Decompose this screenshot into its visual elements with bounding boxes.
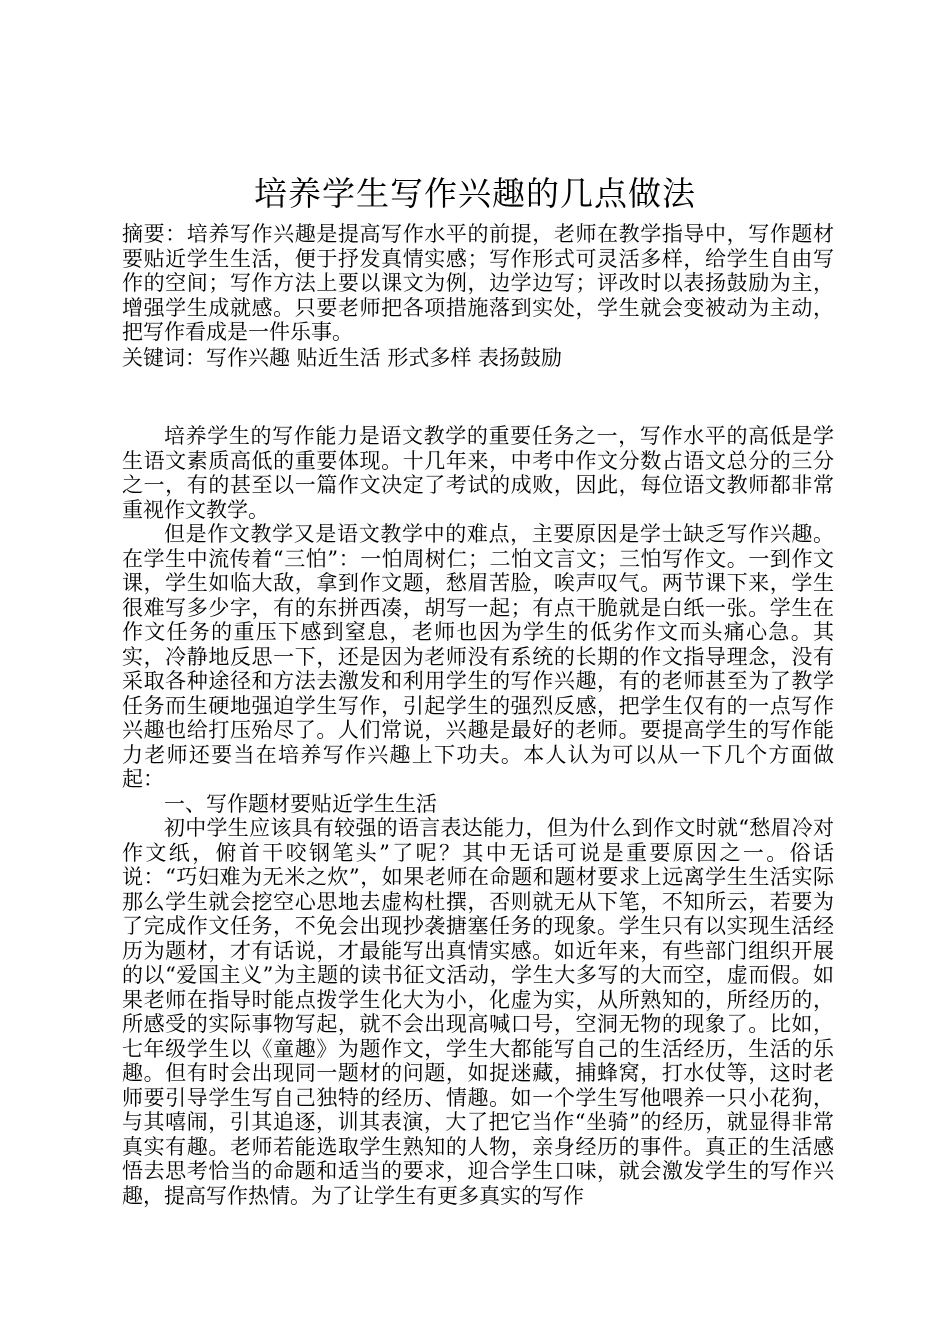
keywords: 关键词：写作兴趣 贴近生活 形式多样 表扬鼓励 [122,346,563,370]
paragraph: 初中学生应该具有较强的语言表达能力，但为什么到作文时就“愁眉冷对作文纸，俯首干咬钢笔头”了呢？其中无话可说是重要原因之一。俗话说：“巧妇难为无米之炊”，如果老师在命题和题材要求上远离学生生活实际那么学生就会挖空心思地去虚构杜撰，否则就无从下笔，不知所云，若要为了完成作文任务，不免会出现抄袭搪塞任务的现象。学生只有以实现生活经历为题材，才有话说，才最能写出真情实感。如近年来，有些部门组织开展的以“爱国主义”为主题的读书征文活动，学生大多写的大而空，虚而假。如果老师在指导时能点拨学生化大为小，化虚为实，从所熟知的，所经历的，所感受的实际事物写起，就不会出现高喊口号，空洞无物的现象了。比如，七年级学生以《童趣》为题作文，学生大都能写自己的生活经历，生活的乐趣。但有时会出现同一题材的问题，如捉迷藏，捕蜂窝，打水仗等，这时老师要引导学生写自己独特的经历、情趣。如一个学生写他喂养一只小花狗，与其嘻闹，引其追逐，训其表演，大了把它当作“坐骑”的经历，就显得非常真实有趣。老师若能选取学生熟知的人物，亲身经历的事件。真正的生活感悟去思考恰当的命题和适当的要求，迎合学生口味，就会激发学生的写作兴趣，提高写作热情。为了让学生有更多真实的写作 [122,816,834,1208]
body-text [122,424,834,1208]
paragraph: 但是作文教学又是语文教学中的难点，主要原因是学士缺乏写作兴趣。在学生中流传着“三怕”：一怕周树仁；二怕文言文；三怕写作文。一到作文课，学生如临大敌，拿到作文题，愁眉苦脸，唉声叹气。两节课下来，学生很难写多少字，有的东拼西凑，胡写一起；有点干脆就是白纸一张。学生在作文任务的重压下感到窒息，老师也因为学生的低劣作文而头痛心急。其实，冷静地反思一下，还是因为老师没有系统的长期的作文指导理念，没有采取各种途径和方法去激发和利用学生的写作兴趣，有的老师甚至为了教学任务而生硬地强迫学生写作，引起学生的强烈反感，把学生仅有的一点写作兴趣也给打压殆尽了。人们常说，兴趣是最好的老师。要提高学生的写作能力老师还要当在培养写作兴趣上下功夫。本人认为可以从一下几个方面做起： [122,522,834,791]
section-heading: 一、写作题材要贴近学生生活 [164,791,437,816]
paragraph: 培养学生的写作能力是语文教学的重要任务之一，写作水平的高低是学生语文素质高低的重要体现。十几年来，中考中作文分数占语文总分的三分之一，有的甚至以一篇作文决定了考试的成败，因此，每位语文教师都非常重视作文教学。 [122,424,834,522]
abstract: 摘要：培养写作兴趣是提高写作水平的前提，老师在教学指导中，写作题材要贴近学生生活，便于抒发真情实感；写作形式可灵活多样，给学生自由写作的空间；写作方法上要以课文为例，边学边写；评改时以表扬鼓励为主，增强学生成就感。只要老师把各项措施落到实处，学生就会变被动为主动，把写作看成是一件乐事。 [122,222,834,344]
page-title: 培养学生写作兴趣的几点做法 [254,174,696,213]
